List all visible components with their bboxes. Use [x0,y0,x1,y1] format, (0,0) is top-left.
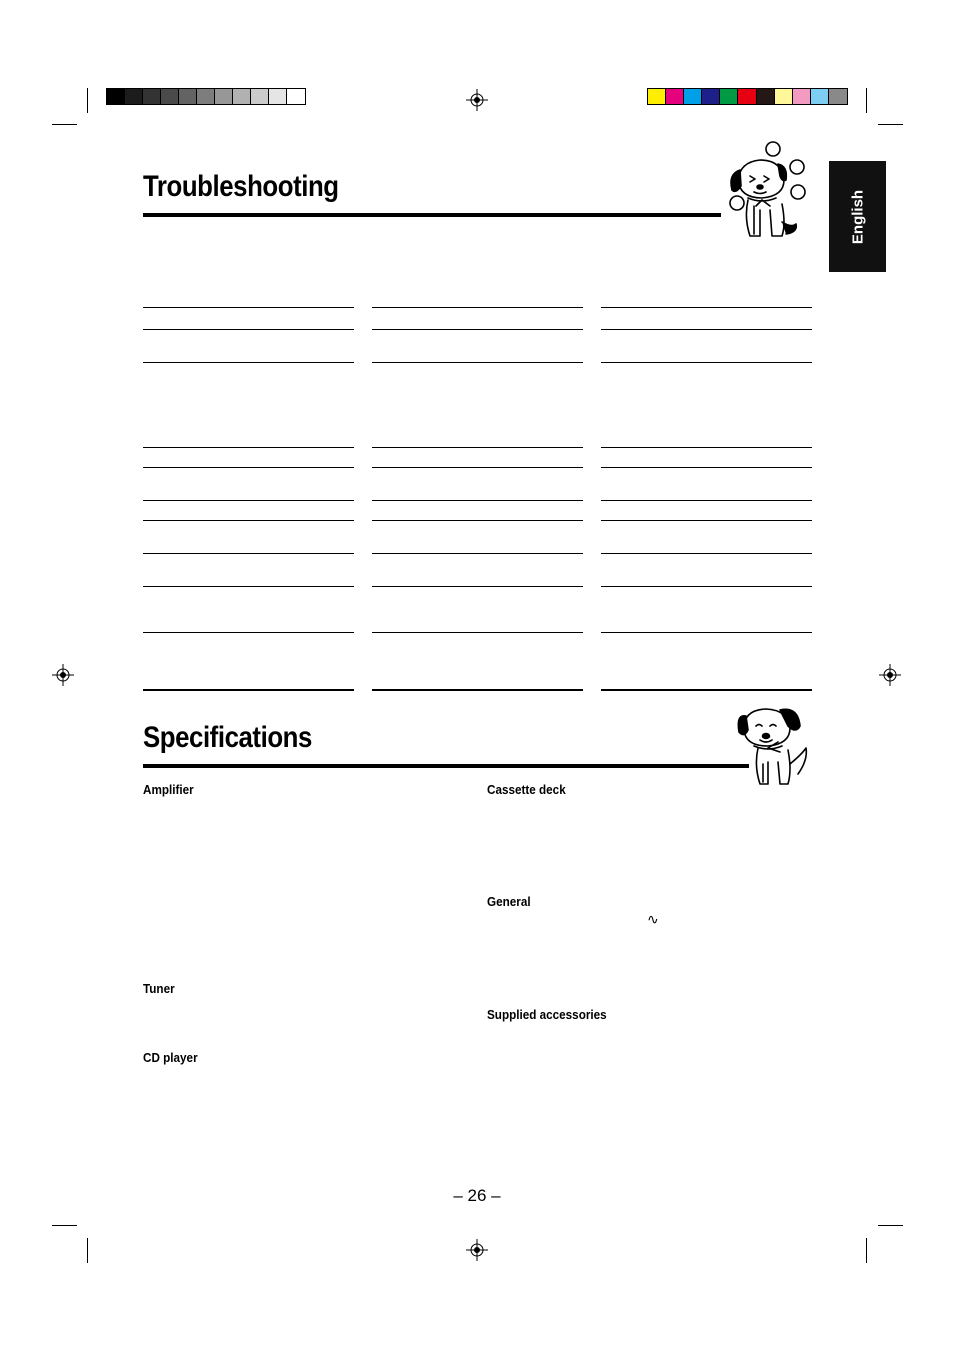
table-rule [143,307,354,308]
calibration-swatch [269,89,287,104]
table-rule [372,520,583,521]
table-rule [601,307,812,308]
table-rule [601,447,812,448]
spec-section-amplifier: Amplifier [143,782,194,797]
calibration-swatch [684,89,702,104]
crop-mark [878,1225,903,1226]
table-rule [143,467,354,468]
table-rule [372,467,583,468]
color-calibration-bar [647,88,848,105]
crop-mark [52,124,77,125]
language-label: English [849,189,866,244]
ac-symbol: ∿ [647,911,659,927]
table-rule [372,307,583,308]
table-rule [143,447,354,448]
spec-section-cassette-deck: Cassette deck [487,782,566,797]
table-rule [372,689,583,691]
calibration-swatch [666,89,684,104]
table-rule [143,586,354,587]
grayscale-calibration-bar [106,88,306,105]
happy-dog-icon [736,704,814,788]
table-rule [601,467,812,468]
calibration-swatch [197,89,215,104]
spec-section-tuner: Tuner [143,981,175,996]
table-rule [372,362,583,363]
table-rule [143,500,354,501]
crop-mark [87,88,88,113]
table-rule [143,632,354,633]
confused-dog-icon [726,140,814,242]
registration-mark-icon [466,1239,488,1261]
registration-mark-icon [879,664,901,686]
table-rule [372,632,583,633]
calibration-swatch [738,89,756,104]
calibration-swatch [829,89,847,104]
registration-mark-icon [466,89,488,111]
table-rule [372,586,583,587]
registration-mark-icon [52,664,74,686]
language-tab [829,161,886,272]
calibration-swatch [793,89,811,104]
crop-mark [52,1225,77,1226]
spec-section-cd-player: CD player [143,1050,198,1065]
calibration-swatch [143,89,161,104]
table-rule [372,329,583,330]
title-rule [143,213,721,217]
calibration-swatch [179,89,197,104]
table-rule [601,362,812,363]
calibration-swatch [811,89,829,104]
calibration-swatch [702,89,720,104]
table-rule [601,689,812,691]
table-rule [372,553,583,554]
table-rule [601,586,812,587]
title-rule [143,764,749,768]
calibration-swatch [161,89,179,104]
table-rule [601,632,812,633]
calibration-swatch [107,89,125,104]
table-rule [372,447,583,448]
calibration-swatch [720,89,738,104]
calibration-swatch [251,89,269,104]
table-rule [601,329,812,330]
crop-mark [878,124,903,125]
specifications-title: Specifications [143,721,312,754]
troubleshooting-title: Troubleshooting [143,170,339,203]
table-rule [143,362,354,363]
calibration-swatch [648,89,666,104]
table-rule [143,520,354,521]
table-rule [601,520,812,521]
calibration-swatch [287,89,305,104]
crop-mark [87,1238,88,1263]
table-rule [143,553,354,554]
crop-mark [866,1238,867,1263]
table-rule [143,689,354,691]
calibration-swatch [215,89,233,104]
calibration-swatch [125,89,143,104]
table-rule [601,553,812,554]
table-rule [601,500,812,501]
calibration-swatch [775,89,793,104]
calibration-swatch [233,89,251,104]
crop-mark [866,88,867,113]
spec-section-supplied-accessories: Supplied accessories [487,1007,607,1022]
page-number: – 26 – [453,1186,501,1205]
spec-section-general: General [487,894,531,909]
table-rule [143,329,354,330]
table-rule [372,500,583,501]
calibration-swatch [757,89,775,104]
